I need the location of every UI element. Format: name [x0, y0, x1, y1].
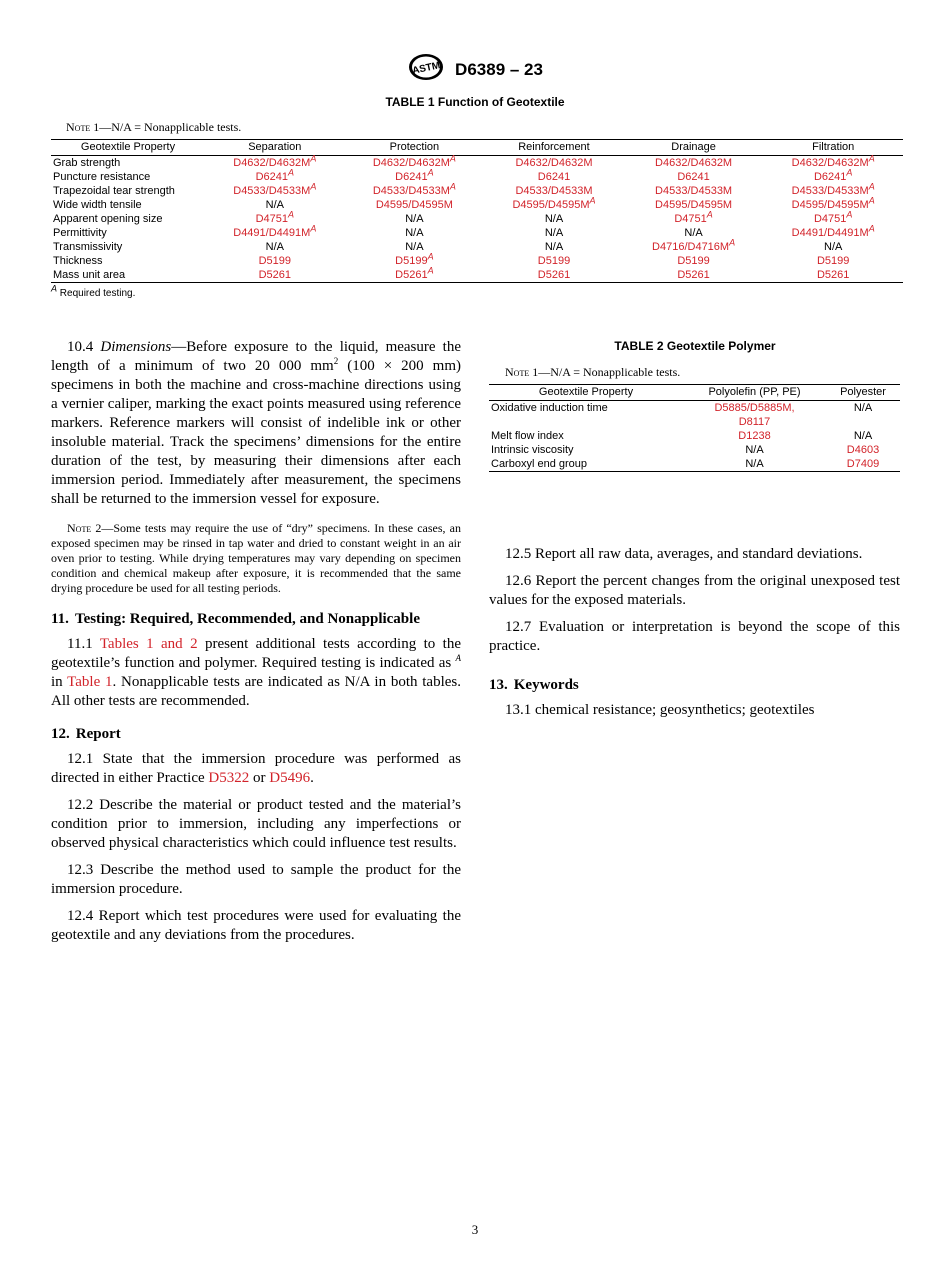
table2-property: Oxidative induction time — [491, 402, 608, 414]
link-table-1[interactable]: Table 1 — [67, 674, 113, 690]
table1-row — [51, 254, 903, 268]
paragraph-12-7: 12.7 Evaluation or interpretation is beyond the scope of this practice. — [489, 619, 900, 654]
table1-cell[interactable]: $D4533/D4533M^A$ — [233, 181, 317, 197]
table1-cell: N/A — [265, 241, 284, 253]
table1-cell: N/A — [405, 241, 424, 253]
left-column — [51, 338, 461, 953]
astm-logo-icon — [407, 52, 445, 87]
table1-cell[interactable]: $D4751^A$ — [813, 209, 853, 225]
paragraph-13-1: 13.1 chemical resistance; geosynthetics; geotextiles — [505, 702, 815, 718]
table1-row — [51, 212, 903, 226]
table2-cell[interactable]: D7409 — [826, 457, 900, 472]
table2-property: Melt flow index — [491, 430, 564, 442]
table1-row — [51, 198, 903, 212]
table1-property: Grab strength — [53, 157, 121, 169]
table1 — [51, 139, 903, 283]
table1-cell: N/A — [405, 213, 424, 225]
table1-cell[interactable]: $D4533/D4533M^A$ — [791, 181, 875, 197]
table2-cell[interactable]: D5885/D5885M, — [714, 402, 795, 414]
link-d5496[interactable]: D5496 — [269, 770, 311, 786]
table2-cell: N/A — [853, 402, 873, 414]
required-mark: A — [427, 251, 434, 262]
table1-cell[interactable]: D5199 — [677, 255, 710, 267]
table1-property: Mass unit area — [51, 268, 205, 283]
paragraph-11-1: 11.1 Tables 1 and 2 present additional tests according to the geotextile’s function and polymer. Required testing is indicated as $^A$ in Table 1. Nonapplicable tests are indicated as N/A in both tables. All other tests are recommended. — [51, 636, 461, 709]
note-2: Note 2—Some tests may require the use of “dry” specimens. In these cases, an exposed specimen may be rinsed in tap water and dried to constant weight in an air oven prior to testing. While drying temperatures may vary depending on specimen condition and chemical makeup after exposure, it is recommended that the same drying procedure be used for all testing periods. — [51, 521, 461, 595]
table1-cell[interactable]: $D4751^A$ — [255, 209, 295, 225]
required-mark: A — [288, 209, 295, 220]
required-mark: A — [427, 265, 434, 276]
table1-cell[interactable]: D5199 — [258, 255, 291, 267]
table1-cell: N/A — [265, 199, 284, 211]
table1-row — [51, 184, 903, 198]
table2-caption: TABLE 2 Geotextile Polymer — [614, 339, 776, 353]
table1-cell: N/A — [544, 227, 564, 239]
link-tables-1-2[interactable]: Tables 1 and 2 — [99, 636, 198, 652]
table1-cell[interactable]: D4533/D4533M — [655, 185, 733, 197]
table1-cell[interactable]: $D4595/D4595M^A$ — [512, 195, 596, 211]
table1-cell: N/A — [684, 227, 703, 239]
table2-cell[interactable]: D1238 — [738, 430, 771, 442]
paragraph-12-5: 12.5 Report all raw data, averages, and standard deviations. — [505, 546, 863, 562]
paragraph-12-3: 12.3 Describe the method used to sample the product for the immersion procedure. — [51, 862, 461, 897]
table1-header: Geotextile Property — [51, 140, 205, 156]
paragraph-12-6: 12.6 Report the percent changes from the original unexposed test values for the exposed materials. — [489, 573, 900, 608]
table1-cell[interactable]: $D4533/D4533M^A$ — [372, 181, 456, 197]
table1-cell[interactable]: $D4632/D4632M^A$ — [372, 153, 456, 169]
right-column — [489, 545, 900, 728]
table2-cell[interactable]: D8117 — [738, 416, 771, 428]
table2-header: Polyester — [826, 385, 900, 401]
table1-cell[interactable]: D4595/D4595M — [655, 199, 733, 211]
required-mark: A — [868, 153, 875, 164]
table1-row — [51, 268, 903, 283]
svg-text:ASTM: ASTM — [411, 60, 442, 77]
table1-property: Permittivity — [53, 227, 107, 239]
table1-cell: N/A — [544, 213, 564, 225]
required-mark: A — [288, 167, 295, 178]
table1-cell[interactable]: $D4632/D4632M^A$ — [233, 153, 317, 169]
table1-cell[interactable]: D4595/D4595M — [375, 199, 453, 211]
required-mark: A — [846, 167, 853, 178]
table1-row — [51, 226, 903, 240]
required-mark: A — [449, 181, 456, 192]
table1-header: Drainage — [624, 140, 764, 156]
table1-cell[interactable]: D5199 — [537, 255, 571, 267]
table1-cell[interactable]: $D4491/D4491M^A$ — [233, 223, 317, 239]
table1-property: Puncture resistance — [53, 171, 151, 183]
table2-row — [489, 443, 900, 457]
required-mark: A — [449, 153, 456, 164]
table1-cell: N/A — [824, 241, 843, 253]
table2-property — [489, 415, 683, 429]
table1-row — [51, 240, 903, 254]
table1-property: Apparent opening size — [53, 213, 163, 225]
required-mark: A — [589, 195, 596, 206]
table1-property: Wide width tensile — [53, 199, 142, 211]
table1-property: Transmissivity — [53, 241, 123, 253]
table1-cell[interactable]: $D4491/D4491M^A$ — [791, 223, 875, 239]
table1-property: Trapezoidal tear strength — [53, 185, 175, 197]
section-11-heading: 11. Testing: Required, Recommended, and Nonapplicable — [51, 611, 420, 627]
page-header — [0, 52, 950, 87]
required-mark: A — [846, 209, 853, 220]
table2-cell[interactable]: D4603 — [846, 444, 880, 456]
table1-cell[interactable]: $D5199^A$ — [395, 251, 434, 267]
table1-cell[interactable]: D6241 — [537, 171, 571, 183]
table1-cell[interactable]: $D5261^A$ — [345, 268, 485, 283]
table2-row — [489, 415, 900, 429]
table2-note: Note 1—N/A = Nonapplicable tests. — [505, 365, 681, 379]
table1-property: Thickness — [53, 255, 103, 267]
table1-header: Filtration — [763, 140, 903, 156]
paragraph-10-4: 10.4 Dimensions—Before exposure to the liquid, measure the length of a minimum of two 20 000 $mm^2$ (100 × 200 mm) specimens in both the machine and cross-machine directions using a vernier caliper, marking the exact points measured using reference markers. Reference markers will consist of indelible ink or other insoluble material. Track the specimens’ dimensions for the entire duration of the test, by measuring their dimensions after each immersion period. Immediately after measurement, the specimens shall be returned to the immersion vessel for exposure. — [51, 339, 461, 507]
table1-row — [51, 156, 903, 171]
table1-cell[interactable]: D5199 — [816, 255, 850, 267]
table1-header: Reinforcement — [484, 140, 624, 156]
table1-caption: TABLE 1 Function of Geotextile — [385, 95, 565, 109]
paragraph-12-2: 12.2 Describe the material or product tested and the material’s condition prior to immersion, including any imperfections or observed physical characteristics which could influence test results. — [51, 797, 461, 851]
table1-cell[interactable]: $D4595/D4595M^A$ — [791, 195, 875, 211]
table1-cell[interactable]: $D4716/D4716M^A$ — [652, 237, 736, 253]
table1-footnote: $^A$ Required testing. — [51, 283, 136, 299]
required-mark: A — [706, 209, 713, 220]
table2-row — [489, 401, 900, 416]
section-13-heading: 13. Keywords — [489, 677, 579, 693]
table1-cell[interactable]: D6241 — [677, 171, 710, 183]
paragraph-12-4: 12.4 Report which test procedures were used for evaluating the geotextile and any deviations from the procedures. — [51, 908, 461, 943]
required-mark: A — [868, 195, 875, 206]
table1-cell[interactable]: D5261 — [763, 268, 903, 283]
required-mark: A — [868, 181, 875, 192]
required-mark: A — [310, 153, 317, 164]
page-number: 3 — [471, 1222, 479, 1237]
link-d5322[interactable]: D5322 — [208, 770, 250, 786]
table1-cell: N/A — [544, 241, 564, 253]
table1-cell[interactable]: $D6241^A$ — [813, 167, 853, 183]
table2-property: Carboxyl end group — [489, 457, 683, 472]
required-mark: A — [729, 237, 736, 248]
required-mark: A — [310, 181, 317, 192]
table1-cell[interactable]: $D6241^A$ — [395, 167, 434, 183]
table2-header: Polyolefin (PP, PE) — [683, 385, 826, 401]
table1-cell[interactable]: D4533/D4533M — [515, 185, 593, 197]
table2-cell: N/A — [745, 444, 764, 456]
table1-header: Protection — [345, 140, 485, 156]
table1-cell[interactable]: D4632/D4632M — [515, 157, 593, 169]
table2 — [489, 384, 900, 472]
required-mark: A — [310, 223, 317, 234]
table1-cell[interactable]: $D6241^A$ — [255, 167, 295, 183]
table1-cell: N/A — [405, 227, 424, 239]
table2-cell: N/A — [853, 430, 873, 442]
table2-property: Intrinsic viscosity — [491, 444, 574, 456]
table2-row — [489, 457, 900, 472]
table2-row — [489, 429, 900, 443]
table1-cell[interactable]: $D4632/D4632M^A$ — [791, 153, 875, 169]
table1-cell[interactable]: D5261 — [205, 268, 345, 283]
section-12-heading: 12. Report — [51, 726, 121, 742]
table1-cell[interactable]: D4632/D4632M — [655, 157, 733, 169]
table1-cell[interactable]: D5261 — [624, 268, 764, 283]
table1-row — [51, 170, 903, 184]
table2-cell — [826, 415, 900, 429]
document-id: D6389 – 23 — [455, 59, 543, 79]
table1-note: Note 1—N/A = Nonapplicable tests. — [66, 120, 242, 134]
required-mark: A — [427, 167, 434, 178]
table1-cell[interactable]: D5261 — [484, 268, 624, 283]
table1-cell[interactable]: $D4751^A$ — [674, 209, 713, 225]
table2-header: Geotextile Property — [489, 385, 683, 401]
table2-cell: N/A — [683, 457, 826, 472]
required-mark: A — [868, 223, 875, 234]
table1-header: Separation — [205, 140, 345, 156]
paragraph-12-1: 12.1 State that the immersion procedure was performed as directed in either Practice D5322 or D5496. — [51, 751, 461, 786]
